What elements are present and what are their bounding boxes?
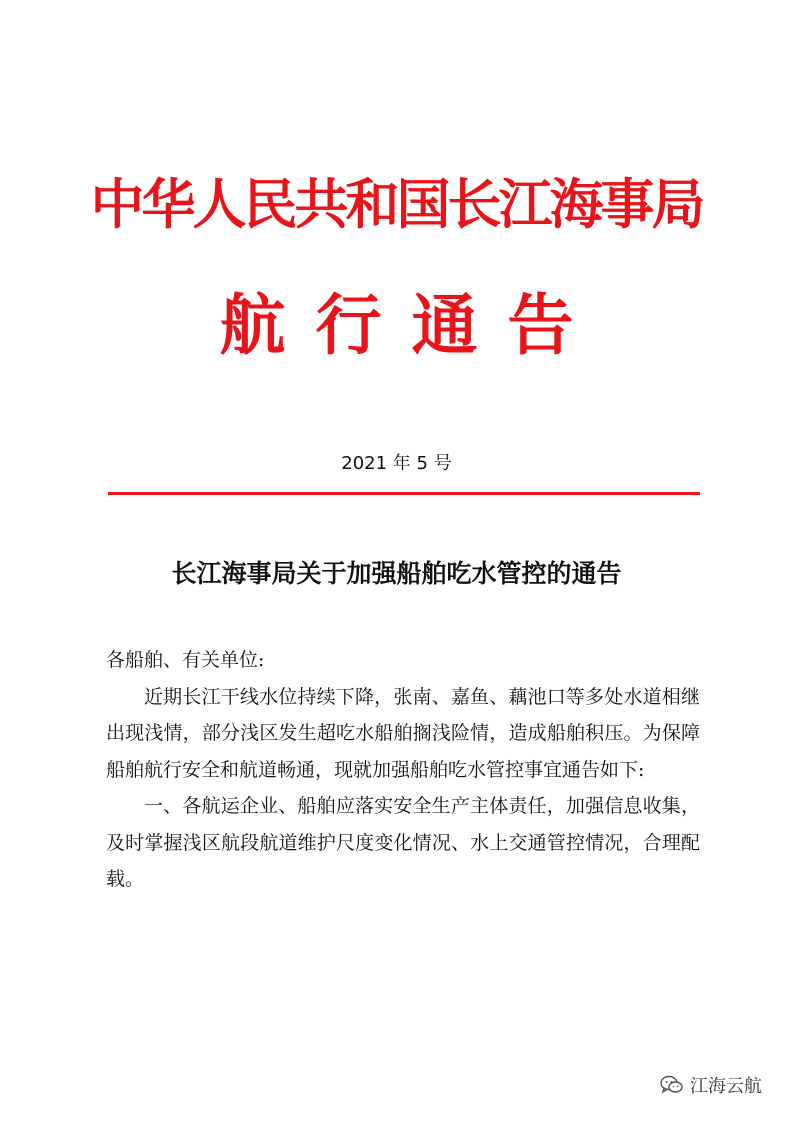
agency-title: 中华人民共和国长江海事局 [90, 172, 703, 236]
watermark-label: 江海云航 [690, 1076, 762, 1097]
wechat-icon [660, 1075, 684, 1095]
salutation: 各船舶、有关单位: [106, 649, 265, 671]
body-paragraph: 一、各航运企业、船舶应落实安全生产主体责任，加强信息收集，及时掌握浅区航段航道维护尺度变化情况、水上交通管控情况，合理配载。 [106, 795, 700, 890]
notice-type-title: 航行通告 [219, 286, 604, 364]
document-number: 2021 年 5 号 [341, 453, 452, 474]
source-watermark [660, 1070, 762, 1100]
document-title: 长江海事局关于加强船舶吃水管控的通告 [171, 559, 622, 588]
document-body [106, 642, 700, 898]
body-paragraph: 近期长江干线水位持续下降，张南、嘉鱼、藕池口等多处水道相继出现浅情，部分浅区发生超吃水船舶搁浅险情，造成船舶积压。为保障船舶航行安全和航道畅通，现就加强船舶吃水管控事宜通告如下: [106, 685, 700, 781]
red-divider-line [108, 492, 700, 495]
